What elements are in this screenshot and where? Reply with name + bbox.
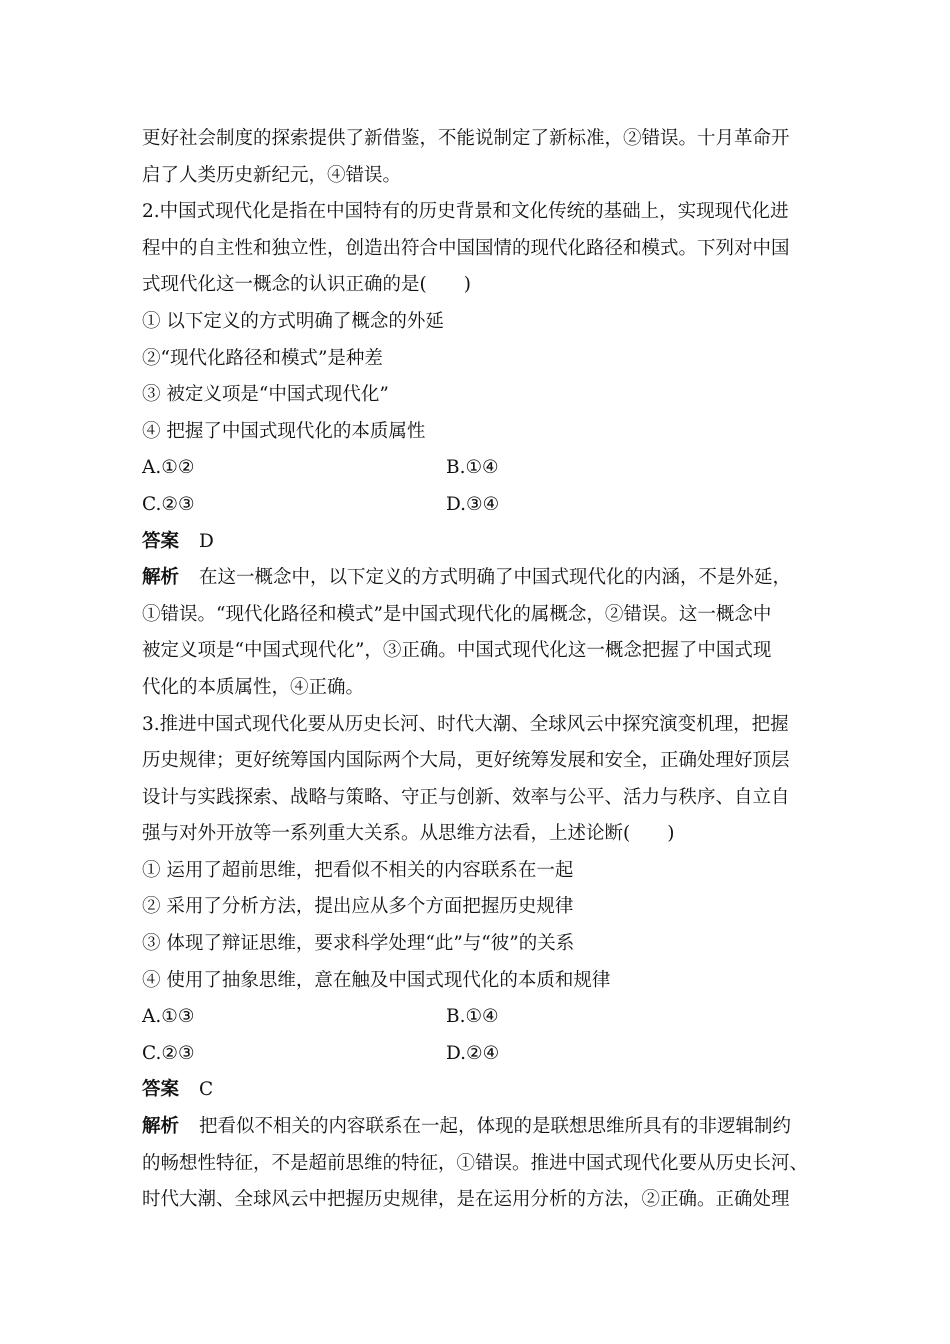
- question-stem-line: 强与对外开放等一系列重大关系。从思维方法看，上述论断( ): [142, 823, 675, 845]
- analysis-line: 被定义项是“中国式现代化”，③正确。中国式现代化这一概念把握了中国式现: [142, 640, 772, 662]
- answer-label: 答案: [142, 1079, 180, 1101]
- question-stem-line: 式现代化这一概念的认识正确的是( ): [142, 274, 471, 296]
- statement-item: ③ 体现了辩证思维，要求科学处理“此”与“彼”的关系: [142, 933, 575, 955]
- analysis-line: 的畅想性特征，不是超前思维的特征，①错误。推进中国式现代化要从历史长河、: [142, 1152, 809, 1174]
- question-stem-line: 设计与实践探索、战略与策略、守正与创新、效率与公平、活力与秩序、自立自: [142, 786, 790, 808]
- analysis-line: [142, 1109, 822, 1146]
- option-b: B.①④: [446, 457, 499, 479]
- text-line: 更好社会制度的探索提供了新借鉴，不能说制定了新标准，②错误。十月革命开: [142, 128, 790, 149]
- statement-item: ① 运用了超前思维，把看似不相关的内容联系在一起: [142, 859, 574, 881]
- question-stem-line: 历史规律；更好统筹国内国际两个大局，更好统筹发展和安全，正确处理好顶层: [142, 750, 790, 772]
- analysis-line: 代化的本质属性，④正确。: [142, 676, 365, 698]
- analysis-label: 解析: [142, 567, 180, 589]
- text-line: 启了人类历史新纪元，④错误。: [142, 164, 402, 186]
- question-2: [142, 194, 822, 706]
- question-stem-line: 2.中国式现代化是指在中国特有的历史背景和文化传统的基础上，实现现代化进: [142, 201, 789, 223]
- option-row: [142, 1036, 822, 1073]
- answer-line: [142, 1072, 822, 1109]
- statement-item: ④ 使用了抽象思维，意在触及中国式现代化的本质和规律: [142, 969, 611, 991]
- analysis-text: 在这一概念中，以下定义的方式明确了中国式现代化的内涵，不是外延，: [199, 567, 792, 589]
- statement-item: ②“现代化路径和模式”是种差: [142, 347, 383, 369]
- option-c: C.②③: [142, 493, 195, 515]
- option-c: C.②③: [142, 1042, 195, 1064]
- answer-label: 答案: [142, 530, 180, 552]
- option-row: [142, 450, 822, 487]
- statement-item: ② 采用了分析方法，提出应从多个方面把握历史规律: [142, 896, 574, 918]
- option-a: A.①③: [142, 1006, 195, 1028]
- option-d: D.②④: [446, 1042, 500, 1064]
- question-stem-line: 程中的自主性和独立性，创造出符合中国国情的现代化路径和模式。下列对中国: [142, 237, 790, 259]
- analysis-label: 解析: [142, 1116, 180, 1138]
- option-d: D.③④: [446, 493, 500, 515]
- analysis-line: [142, 560, 822, 597]
- question-stem-line: 3.推进中国式现代化要从历史长河、时代大潮、全球风云中探究演变机理，把握: [142, 713, 789, 735]
- question-3: [142, 707, 822, 1219]
- answer-value: C: [199, 1079, 214, 1101]
- answer-line: [142, 524, 822, 561]
- option-a: A.①②: [142, 457, 195, 479]
- option-row: [142, 487, 822, 524]
- statement-item: ① 以下定义的方式明确了概念的外延: [142, 310, 444, 332]
- option-row: [142, 999, 822, 1036]
- option-b: B.①④: [446, 1006, 499, 1028]
- document-body: [142, 121, 822, 1219]
- statement-item: ④ 把握了中国式现代化的本质属性: [142, 420, 426, 442]
- analysis-line: 时代大潮、全球风云中把握历史规律，是在运用分析的方法，②正确。正确处理: [142, 1189, 790, 1211]
- analysis-line: ①错误。“现代化路径和模式”是中国式现代化的属概念，②错误。这一概念中: [142, 603, 772, 625]
- analysis-text: 把看似不相关的内容联系在一起，体现的是联想思维所具有的非逻辑制约: [199, 1116, 792, 1138]
- answer-value: D: [199, 530, 214, 552]
- statement-item: ③ 被定义项是“中国式现代化”: [142, 384, 389, 406]
